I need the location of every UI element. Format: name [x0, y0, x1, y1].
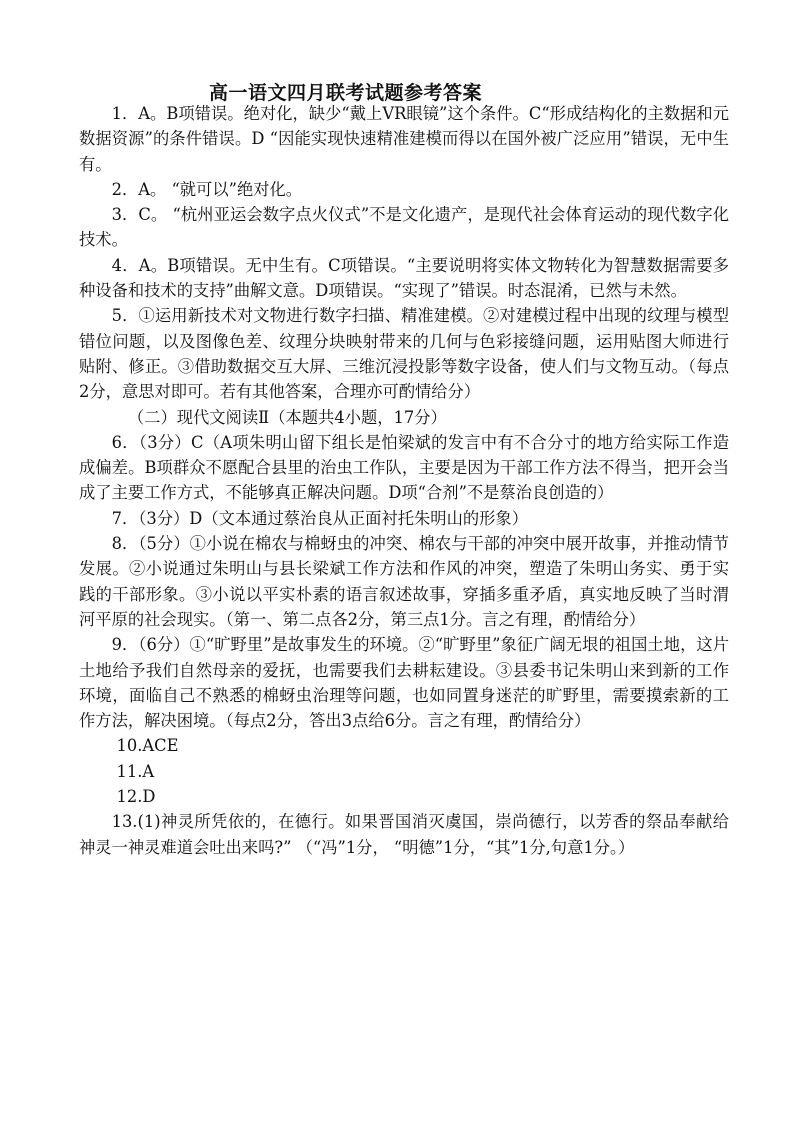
answer-9: 9．（6分）①“旷野里”是故事发生的环境。②“旷野里”象征广阔无垠的祖国土地，这片土地给予我们自然母亲的爱抚，也需要我们去耕耘建设。③县委书记朱明山来到新的工作环境，面临自己不熟悉的棉蚜虫治理等问题，也如同置身迷茫的旷野里，需要摸索新的工作方法，解决困境。（每点2分，答出3点给6分。言之有理，酌情给分）	[79, 635, 729, 731]
answer-11: 11.A	[116, 761, 155, 781]
answer-8: 8．（5分）①小说在棉农与棉蚜虫的冲突、棉农与干部的冲突中展开故事，并推动情节发展。②小说通过朱明山与县长梁斌工作方法和作风的冲突，塑造了朱明山务实、勇于实践的干部形象。③小说以平实朴素的语言叙述故事，穿插多重矛盾，真实地反映了当时渭河平原的社会现实。（第一、第二点各2分，第三点1分。言之有理，酌情给分）	[79, 534, 729, 629]
answer-7: 7．（3分）D（文本通过蔡治良从正面衬托朱明山的形象）	[111, 508, 528, 528]
answer-13: 13.(1)神灵所凭依的，在德行。如果晋国消灭虞国，崇尚德行，以芳香的祭品奉献给神灵一神灵难道会吐出来吗?” （“冯”1分， “明德”1分，“其”1分,句意1分。）	[79, 812, 729, 857]
answer-5: 5．①运用新技术对文物进行数字扫描、精准建模。②对建模过程中出现的纹理与模型错位问题，以及图像色差、纹理分块映射带来的几何与色彩接缝问题，运用贴图大师进行贴附、修正。③借助数据交互大屏、三维沉浸投影等数字设备，使人们与文物互动。（每点2分，意思对即可。若有其他答案，合理亦可酌情给分）	[79, 306, 729, 402]
answer-content	[79, 101, 729, 860]
answer-3: 3．C。 “杭州亚运会数字点火仪式”不是文化遗产，是现代社会体育运动的现代数字化技术。	[79, 205, 729, 250]
answer-1: 1．A。B项错误。绝对化，缺少“戴上VR眼镜”这个条件。C“形成结构化的主数据和元数据资源”的条件错误。D “因能实现快速精准建模而得以在国外被广泛应用”错误，无中生有。	[79, 104, 729, 174]
answer-12: 12.D	[116, 787, 156, 807]
answer-10: 10.ACE	[116, 736, 179, 756]
answer-2: 2．A。 “就可以”绝对化。	[111, 179, 303, 199]
answer-6: 6．（3分）C（A项朱明山留下组长是怕梁斌的发言中有不合分寸的地方给实际工作造成偏差。B项群众不愿配合县里的治虫工作队，主要是因为干部工作方法不得当，把开会当成了主要工作方式，不能够真正解决问题。D项“合剂”不是蔡治良创造的）	[79, 432, 729, 503]
section-heading: （二）现代文阅读Ⅱ（本题共4小题，17分）	[127, 407, 447, 427]
answer-4: 4．A。B项错误。无中生有。C项错误。“主要说明将实体文物转化为智慧数据需要多种设备和技术的支持”曲解文意。D项错误。“实现了”错误。时态混淆，已然与未然。	[79, 255, 729, 301]
document-title: 高一语文四月联考试题参考答案	[209, 82, 483, 104]
